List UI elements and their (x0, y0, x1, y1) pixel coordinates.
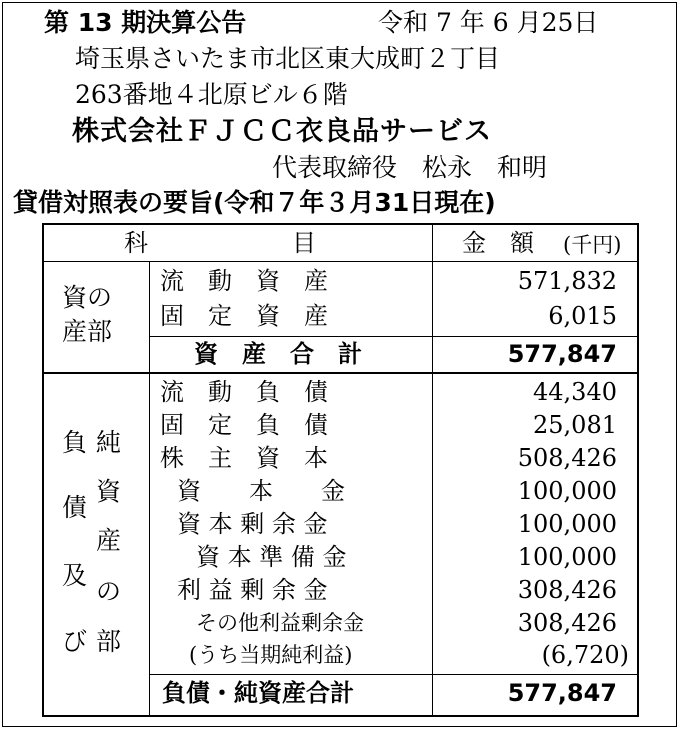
liab-section-char: び (62, 627, 88, 656)
row-value: 571,832 (517, 267, 617, 295)
row-value: 44,340 (533, 378, 617, 406)
liab-section-char: 負 (62, 428, 88, 457)
balance-sheet-subtitle: 貸借対照表の要旨(令和７年３月31日現在) (13, 188, 496, 217)
row-label: 利 益 剰 余 金 (177, 576, 328, 604)
balance-sheet-table (42, 223, 639, 717)
assets-section-label-2: 産部 (62, 317, 113, 346)
notice-date: 令和 7 年 6 月25日 (378, 8, 599, 37)
section-divider (44, 372, 637, 374)
row-value: 100,000 (517, 543, 617, 571)
row-label: 株 主 資 本 (160, 444, 328, 472)
header-kingaku: 金 額 (462, 229, 534, 257)
row-value: 100,000 (517, 477, 617, 505)
liab-section-char: の (96, 577, 122, 606)
asset-total-divider (149, 336, 637, 337)
liab-total-divider (149, 674, 637, 675)
row-label: 資 本 剰 余 金 (177, 510, 328, 538)
asset-total-value: 577,847 (507, 340, 617, 368)
header-unit: (千円) (563, 233, 622, 257)
liab-section-char: 及 (62, 561, 88, 590)
row-label: 固 定 資 産 (160, 302, 328, 330)
row-label: 流 動 負 債 (160, 378, 328, 406)
row-label: 流 動 資 産 (160, 267, 328, 295)
row-value: 308,426 (517, 576, 617, 604)
row-label: (うち当期純利益) (189, 643, 353, 667)
liab-total-value: 577,847 (507, 679, 617, 707)
liab-section-char: 債 (62, 493, 88, 522)
row-label: 固 定 負 債 (160, 411, 328, 439)
header-divider (44, 261, 637, 262)
address-line-1: 埼玉県さいたま市北区東大成町２丁目 (75, 44, 501, 73)
row-value: 6,015 (548, 302, 617, 330)
col-divider-section (149, 261, 150, 715)
row-value: (6,720) (541, 641, 629, 669)
asset-total-label: 資 産 合 計 (194, 340, 362, 368)
row-label: 資 本 金 (177, 477, 345, 505)
assets-section-label-1: 資の (62, 283, 113, 312)
liab-total-label: 負債・純資産合計 (162, 679, 354, 707)
representative: 代表取締役 松永 和明 (272, 153, 548, 182)
liab-section-char: 純 (96, 428, 122, 457)
col-divider-amount (432, 225, 433, 715)
header-kamoku: 科 目 (124, 229, 316, 257)
row-value: 100,000 (517, 510, 617, 538)
row-label: その他利益剰余金 (196, 611, 364, 635)
row-label: 資 本 準 備 金 (196, 543, 347, 571)
liab-section-char: 資 (96, 477, 122, 506)
row-value: 308,426 (517, 609, 617, 637)
row-value: 25,081 (533, 411, 617, 439)
address-line-2: 263番地４北原ビル６階 (75, 80, 348, 109)
liab-section-char: 産 (96, 526, 122, 555)
liab-section-char: 部 (96, 627, 122, 656)
notice-title: 第 13 期決算公告 (44, 8, 247, 37)
row-value: 508,426 (517, 444, 617, 472)
company-name: 株式会社ＦＪＣＣ衣良品サービス (72, 116, 492, 147)
